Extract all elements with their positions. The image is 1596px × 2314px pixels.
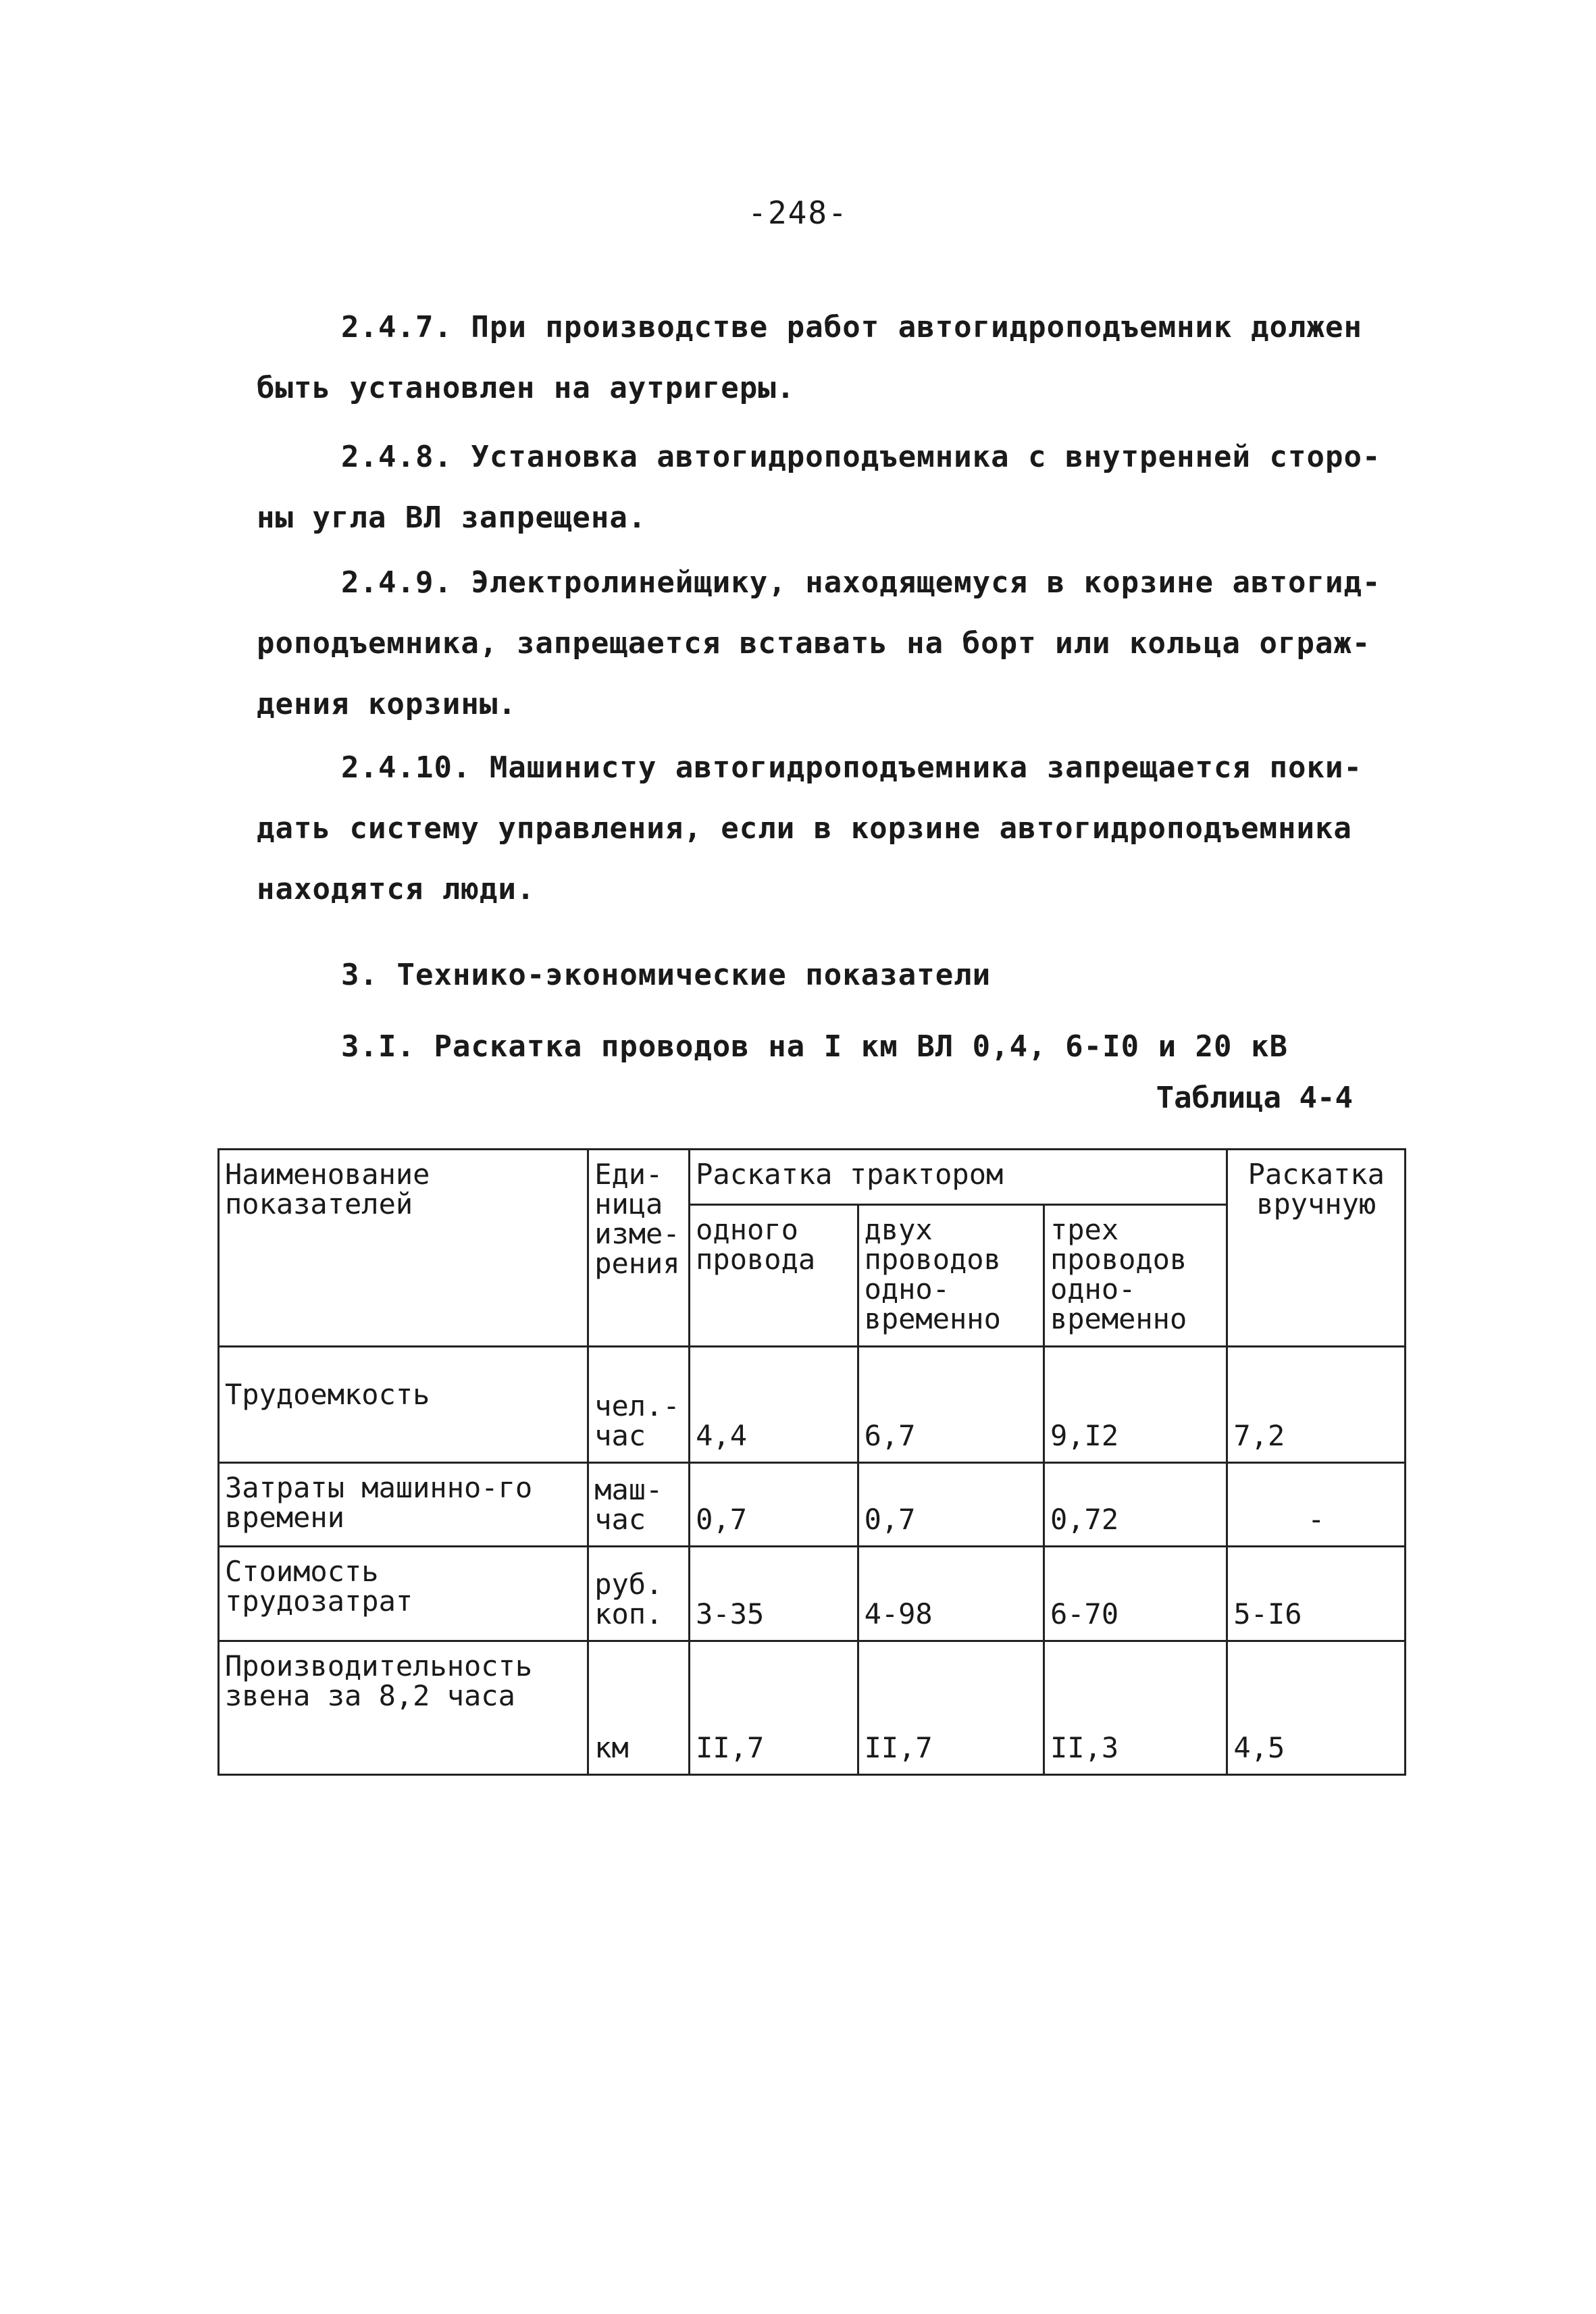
row-three-wires: 0,72 xyxy=(1044,1463,1227,1547)
row-manual: 7,2 xyxy=(1227,1347,1406,1463)
paragraph-line: 2.4.8. Установка автогидроподъемника с внутренней сторо- xyxy=(341,440,1381,474)
table-label: Таблица 4-4 xyxy=(1156,1081,1353,1115)
row-name: Трудоемкость xyxy=(219,1347,588,1463)
row-three-wires: 9,I2 xyxy=(1044,1347,1227,1463)
paragraph-line: дать систему управления, если в корзине автогидроподъемника xyxy=(257,811,1352,846)
table-row xyxy=(219,1463,1406,1547)
paragraph-2-4-8 xyxy=(257,427,1391,548)
row-one-wire: 0,7 xyxy=(690,1463,858,1547)
row-unit: маш-час xyxy=(588,1463,690,1547)
paragraph-line: ны угла ВЛ запрещена. xyxy=(257,500,647,535)
table-header-row xyxy=(219,1150,1406,1205)
row-unit: руб. коп. xyxy=(588,1547,690,1641)
indicators-table xyxy=(217,1148,1406,1776)
section-heading: 3. Технико-экономические показатели xyxy=(341,958,992,992)
row-two-wires: 6,7 xyxy=(858,1347,1044,1463)
header-unit: Еди-ница изме-рения xyxy=(588,1150,690,1347)
table-row xyxy=(219,1547,1406,1641)
row-manual: 5-I6 xyxy=(1227,1547,1406,1641)
paragraph-line: 2.4.9. Электролинейщику, находящемуся в корзине автогид- xyxy=(341,565,1381,600)
paragraph-2-4-7 xyxy=(257,297,1391,419)
paragraph-line: быть установлен на аутригеры. xyxy=(257,371,796,405)
paragraph-line: 2.4.10. Машинисту автогидроподъемника запрещается поки- xyxy=(341,750,1362,785)
paragraph-line: 2.4.7. При производстве работ автогидроподъемник должен xyxy=(341,310,1362,344)
header-tractor-group: Раскатка трактором xyxy=(690,1150,1227,1205)
paragraph-2-4-10 xyxy=(257,738,1391,920)
row-three-wires: 6-70 xyxy=(1044,1547,1227,1641)
table-row xyxy=(219,1347,1406,1463)
row-unit: чел.-час xyxy=(588,1347,690,1463)
row-name: Стоимость трудозатрат xyxy=(219,1547,588,1641)
header-one-wire: одного провода xyxy=(690,1205,858,1347)
paragraph-2-4-9 xyxy=(257,552,1391,735)
header-indicator: Наименование показателей xyxy=(219,1150,588,1347)
row-three-wires: II,3 xyxy=(1044,1641,1227,1775)
row-name: Затраты машинно-го времени xyxy=(219,1463,588,1547)
header-manual: Раскатка вручную xyxy=(1227,1150,1406,1347)
paragraph-line: дения корзины. xyxy=(257,687,517,721)
row-one-wire: 4,4 xyxy=(690,1347,858,1463)
row-name: Производительность звена за 8,2 часа xyxy=(219,1641,588,1775)
row-one-wire: II,7 xyxy=(690,1641,858,1775)
paragraph-line: роподъемника, запрещается вставать на борт или кольца ограж- xyxy=(257,626,1371,661)
table-row xyxy=(219,1641,1406,1775)
page-number: -248- xyxy=(748,195,848,231)
header-three-wires: трех проводов одно-временно xyxy=(1044,1205,1227,1347)
row-unit: км xyxy=(588,1641,690,1775)
row-two-wires: 0,7 xyxy=(858,1463,1044,1547)
paragraph-line: находятся люди. xyxy=(257,872,536,906)
row-two-wires: 4-98 xyxy=(858,1547,1044,1641)
row-two-wires: II,7 xyxy=(858,1641,1044,1775)
header-two-wires: двух проводов одно-временно xyxy=(858,1205,1044,1347)
row-manual: - xyxy=(1227,1463,1406,1547)
row-one-wire: 3-35 xyxy=(690,1547,858,1641)
subsection-heading: 3.I. Раскатка проводов на I км ВЛ 0,4, 6-I0 и 20 кВ xyxy=(341,1029,1289,1064)
row-manual: 4,5 xyxy=(1227,1641,1406,1775)
